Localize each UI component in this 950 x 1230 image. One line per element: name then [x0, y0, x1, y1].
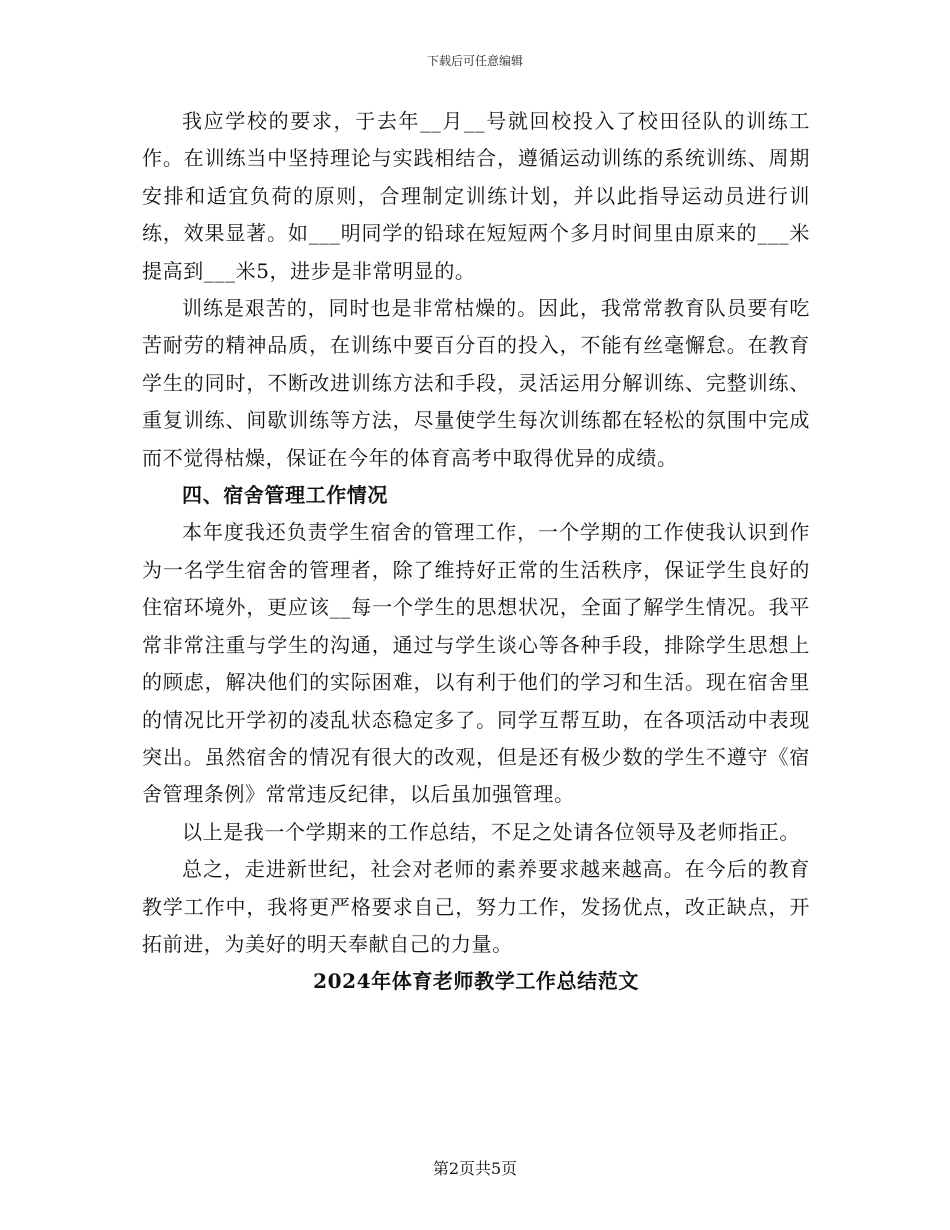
document-body: [142, 103, 810, 1001]
section-heading-dormitory: 四、宿舍管理工作情况: [182, 483, 388, 508]
paragraph-training-work: 我应学校的要求，于去年__月__号就回校投入了校田径队的训练工作。在训练当中坚持理论与实践相结合，遵循运动训练的系统训练、周期安排和适宜负荷的原则，合理制定训练计划，并以此指导运动员进行训练，效果显著。如___明同学的铅球在短短两个多月时间里由原来的___米提高到___米5，进步是非常明显的。: [142, 109, 810, 283]
paragraph-summary-closing: 以上是我一个学期来的工作总结，不足之处请各位领导及老师指正。: [182, 819, 800, 844]
paragraph-dormitory-management: 本年度我还负责学生宿舍的管理工作，一个学期的工作使我认识到作为一名学生宿舍的管理者，除了维持好正常的生活秩序，保证学生良好的住宿环境外，更应该__每一个学生的思想状况，全面了解学生情况。我平常非常注重与学生的沟通，通过与学生谈心等各种手段，排除学生思想上的顾虑，解决他们的实际困难，以有利于他们的学习和生活。现在宿舍里的情况比开学初的凌乱状态稳定多了。同学互帮互助，在各项活动中表现突出。虽然宿舍的情况有很大的改观，但是还有极少数的学生不遵守《宿舍管理条例》常常违反纪律，以后虽加强管理。: [142, 520, 810, 807]
page-number: 第2页共5页: [432, 1159, 518, 1178]
paragraph-training-hardship: 训练是艰苦的，同时也是非常枯燥的。因此，我常常教育队员要有吃苦耐劳的精神品质，在训练中要百分百的投入，不能有丝毫懈怠。在教育学生的同时，不断改进训练方法和手段，灵活运用分解训练、完整训练、重复训练、间歇训练等方法，尽量使学生每次训练都在轻松的氛围中完成而不觉得枯燥，保证在今年的体育高考中取得优异的成绩。: [142, 296, 810, 470]
next-document-title: 2024年体育老师教学工作总结范文: [313, 969, 639, 994]
page-header: 下载后可任意编辑: [426, 54, 523, 68]
paragraph-conclusion: 总之，走进新世纪，社会对老师的素养要求越来越高。在今后的教育教学工作中，我将更严格要求自己，努力工作，发扬优点，改正缺点，开拓前进，为美好的明天奉献自己的力量。: [142, 857, 810, 956]
